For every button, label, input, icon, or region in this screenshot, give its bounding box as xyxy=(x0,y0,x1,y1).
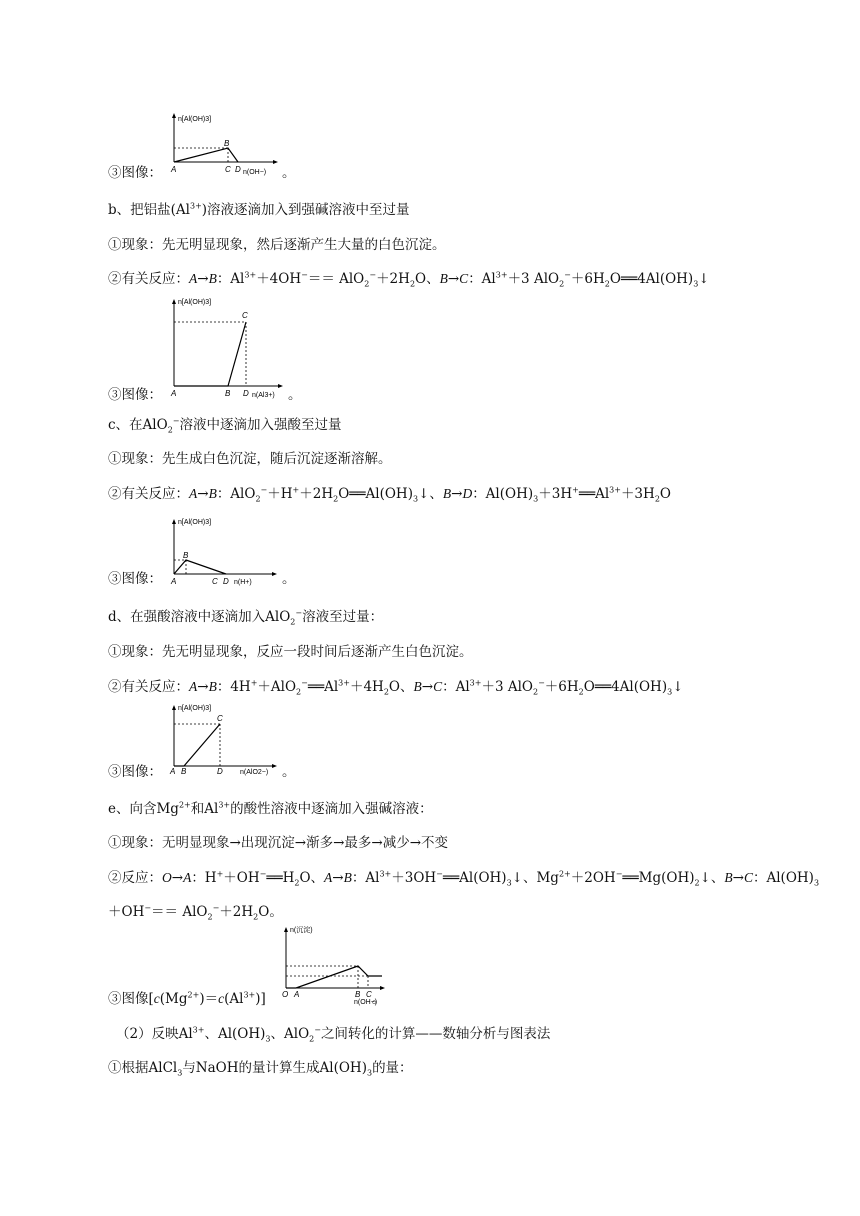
d-phenomenon: ①现象：先无明显现象，反应一段时间后逐渐产生白色沉淀。 xyxy=(108,644,473,660)
graph-a-ylabel: n[Al(OH)3] xyxy=(178,116,212,123)
b-graph-label: ③图像： xyxy=(108,387,162,403)
period: 。 xyxy=(371,991,386,1007)
graph-d-point-c: C xyxy=(217,714,223,723)
graph-e-point-b: B xyxy=(355,990,361,999)
graph-b xyxy=(168,296,288,400)
e-reaction-1: ②反应：O→A：$H^++OH^-══H_2O$、A→B：$Al^{3+}+3OH^-══Al(OH)_3↓$、$Mg^{2+}+2OH^-══Mg(OH)_2↓$、B→C：$Al(OH)_3$ xyxy=(108,869,820,888)
graph-b-point-c: C xyxy=(242,311,248,320)
graph-d-ylabel: n[Al(OH)3] xyxy=(178,705,212,712)
b-graph-line xyxy=(108,386,302,404)
period: 。 xyxy=(282,764,296,780)
e-reaction-2: $+OH^-== AlO_2^-+2H_2O$。 xyxy=(108,903,283,922)
graph-e-xlabel: n(OH−) xyxy=(354,999,378,1006)
section-2-item-1: ①根据AlCl$_3$与NaOH的量计算生成$Al(OH)_3$的量： xyxy=(108,1060,413,1078)
e-graph-line: ③图像$[c(Mg^{2+})=c(Al^{3+})]$ 。 xyxy=(108,990,386,1007)
c-phenomenon: ①现象：先生成白色沉淀，随后沉淀逐渐溶解。 xyxy=(108,451,392,467)
period: 。 xyxy=(282,165,296,181)
e-phenomenon: ①现象：无明显现象→出现沉淀→渐多→最多→减少→不变 xyxy=(108,835,449,851)
graph-a-point-b: B xyxy=(224,139,230,148)
graph-e-ylabel: n(沉淀) xyxy=(290,927,313,934)
graph-a-xlabel: n(OH−) xyxy=(243,169,267,176)
graph-d-xlabel: n(AlO2−) xyxy=(240,769,269,776)
period: 。 xyxy=(282,571,296,587)
graph-c-point-a: A xyxy=(171,577,177,586)
c-graph-line xyxy=(108,570,296,588)
graph-b-point-d: D xyxy=(243,389,249,398)
graph-b-point-b: B xyxy=(225,389,231,398)
d-graph-label: ③图像： xyxy=(108,764,162,780)
d-graph-line xyxy=(108,763,296,781)
graph-a-point-a: A xyxy=(171,165,177,174)
b-phenomenon: ①现象：先无明显现象，然后逐渐产生大量的白色沉淀。 xyxy=(108,237,446,253)
b-title: b、把铝盐$(Al^{3+})$溶液逐滴加入到强碱溶液中至过量 xyxy=(108,201,410,218)
d-title: d、在强酸溶液中逐滴加入AlO$_2$−溶液至过量： xyxy=(108,608,384,627)
d-reaction: ②有关反应：A→B：$4H^++AlO_2^-══Al^{3+}+4H_2O$、B→C：$Al^{3+}+3$ $AlO_2^-+6H_2O══4Al(OH)_3↓$ xyxy=(108,678,684,697)
a-graph-line xyxy=(108,164,296,182)
graph-d-point-b: B xyxy=(181,767,187,776)
graph-b-xlabel: n(Al3+) xyxy=(252,392,275,399)
graph-c-xlabel: n(H+) xyxy=(234,579,252,586)
c-graph-label: ③图像： xyxy=(108,571,162,587)
graph-c-ylabel: n[Al(OH)3] xyxy=(178,519,212,526)
graph-c-point-d: D xyxy=(223,577,229,586)
graph-d-point-a: A xyxy=(170,767,176,776)
c-title: c、在AlO$_2$−溶液中逐滴加入强酸至过量 xyxy=(108,416,342,435)
graph-e-point-c: C xyxy=(366,990,372,999)
a-graph-label: ③图像： xyxy=(108,165,162,181)
graph-e-point-o: O xyxy=(282,990,289,999)
e-title: e、向含$Mg^{2+}$和$Al^{3+}$的酸性溶液中逐滴加入强碱溶液： xyxy=(108,800,433,817)
graph-c-point-b: B xyxy=(183,551,189,560)
graph-b-point-a: A xyxy=(171,389,177,398)
b-reaction: ②有关反应：A→B：$Al^{3+}+4OH^-== AlO_2^-+2H_2O$、B→C：$Al^{3+}+3$ $AlO_2^-+6H_2O══4Al(OH)_3↓$ xyxy=(108,270,710,289)
c-reaction: ②有关反应：A→B：$AlO_2^-+H^++2H_2O══Al(OH)_3↓$、B→D：$Al(OH)_3+3H^+══Al^{3+}+3H_2O$ xyxy=(108,485,671,504)
graph-e-point-a: A xyxy=(294,990,300,999)
graph-b-ylabel: n[Al(OH)3] xyxy=(178,299,212,306)
graph-a-point-c: C xyxy=(225,165,231,174)
graph-a-point-d: D xyxy=(235,165,241,174)
graph-d-point-d: D xyxy=(217,767,223,776)
section-2-title: （2）反映$Al^{3+}$、$Al(OH)_3$、AlO$_2$−之间转化的计算——数轴分析与图表法 xyxy=(116,1025,551,1044)
graph-c-point-c: C xyxy=(212,577,218,586)
period: 。 xyxy=(288,387,302,403)
